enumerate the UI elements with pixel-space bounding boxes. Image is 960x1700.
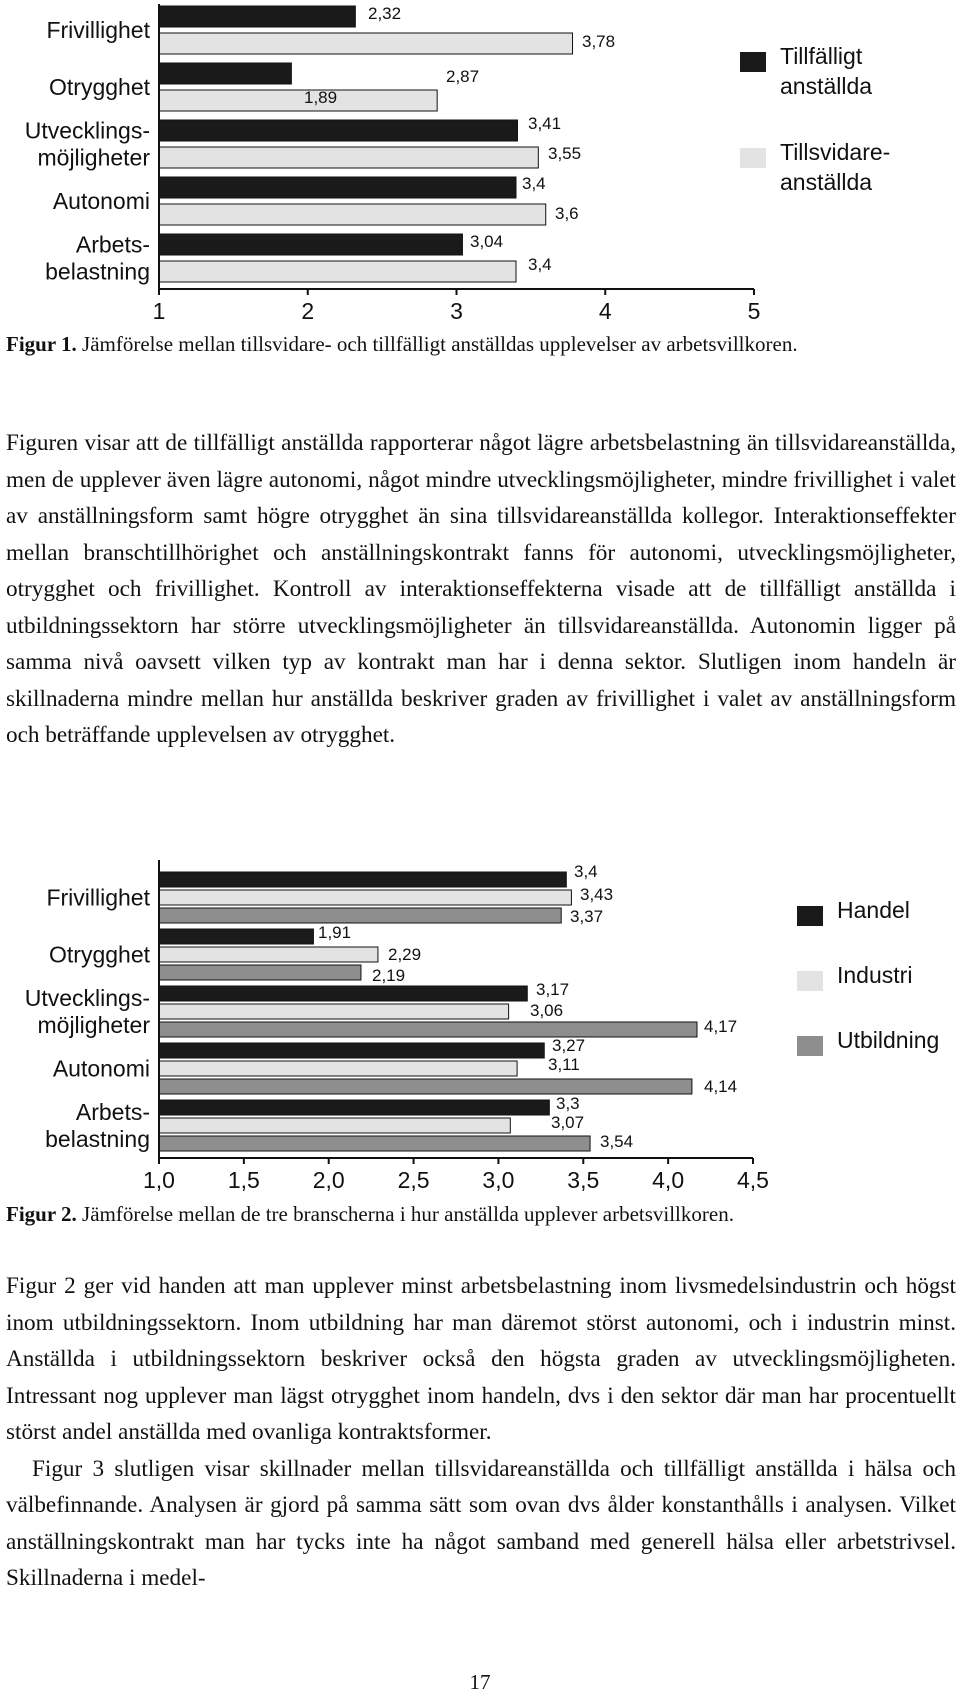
data-label: 3,41: [528, 114, 562, 133]
bar: [159, 6, 355, 27]
x-tick-label: 5: [747, 298, 761, 320]
x-tick-label: 4: [598, 298, 612, 320]
category-label: Autonomi: [52, 188, 150, 214]
bar: [159, 1004, 509, 1019]
data-label: 2,29: [388, 945, 422, 964]
data-label: 3,04: [470, 232, 504, 251]
page-number: 17: [469, 1670, 491, 1694]
data-label: 2,32: [368, 4, 402, 23]
data-label: 4,14: [704, 1077, 738, 1096]
bar: [159, 929, 313, 944]
figure-1-caption-text: Jämförelse mellan tillsvidare- och tillfälligt anställdas upplevelser av arbetsvillkoren.: [76, 332, 798, 356]
data-label: 1,91: [318, 923, 352, 942]
bar: [159, 1118, 510, 1133]
x-tick-label: 1,0: [143, 1167, 175, 1193]
paragraph-3-text: Figur 3 slutligen visar skillnader mellan tillsvidareanställda och tillfälligt anställda i hälsa och välbefinnande. Analysen är gjord på samma sätt som ovan dvs ålder konstanthålls i analysen. Vilket anställningskontrakt man har tycks inte ha något samband med generell hälsa eller arbetstrivsel. Skillnaderna i medel-: [6, 1455, 956, 1591]
body-paragraphs-2-3: [6, 1268, 956, 1597]
x-tick-label: 3,5: [567, 1167, 600, 1193]
data-label: 3,4: [522, 174, 546, 193]
bar: [159, 147, 538, 168]
x-tick-label: 3,0: [482, 1167, 515, 1193]
figure-2-caption-text: Jämförelse mellan de tre branscherna i hur anställda upplever arbetsvillkoren.: [76, 1202, 734, 1226]
bar: [159, 63, 291, 84]
x-tick-label: 4,5: [737, 1167, 769, 1193]
legend-swatch: [740, 52, 766, 72]
x-tick-label: 3: [450, 298, 463, 320]
legend-label: anställda: [780, 73, 873, 99]
category-label: möjligheter: [37, 1012, 150, 1038]
data-label: 3,54: [600, 1132, 634, 1151]
category-label: Otrygghet: [49, 941, 150, 968]
bar: [159, 1061, 517, 1076]
data-label: 3,07: [551, 1113, 585, 1132]
paragraph-2-text: Figur 2 ger vid handen att man upplever minst arbetsbelastning inom livsmedelsindustrin och högst inom utbildningssektorn. Inom utbildning har man däremot störst autonomi, och i industrin minst. Anställda i utbildningssektorn beskriver också den högsta graden av utvecklingsmöjligheten. Intressant nog upplever man lägst otrygghet inom handeln, dvs i den sektor där man har procentuellt störst andel anställda med ovanliga kontraktsformer.: [6, 1273, 956, 1445]
bar: [159, 261, 516, 282]
figure-2-chart: [0, 860, 960, 1195]
legend-swatch: [797, 971, 823, 991]
legend-label: anställda: [780, 169, 873, 195]
data-label: 3,55: [548, 144, 582, 163]
x-tick-label: 4,0: [652, 1167, 685, 1193]
bar: [159, 1043, 544, 1058]
category-label: Arbets-: [75, 231, 150, 258]
figure-1-caption: [6, 330, 906, 358]
bar: [159, 234, 462, 255]
category-label: Otrygghet: [49, 74, 150, 100]
data-label: 4,17: [704, 1017, 738, 1036]
category-label: Autonomi: [52, 1055, 150, 1082]
data-label: 3,3: [556, 1094, 580, 1113]
bar: [159, 177, 516, 198]
data-label: 3,4: [574, 862, 598, 881]
legend-label: Tillsvidare-: [780, 139, 891, 165]
data-label: 3,6: [555, 204, 579, 223]
bar: [159, 908, 561, 923]
legend-swatch: [797, 1036, 823, 1056]
data-label: 3,17: [536, 980, 570, 999]
bar: [159, 204, 546, 225]
category-label: Utvecklings-: [24, 117, 150, 144]
category-label: Arbets-: [75, 1099, 150, 1125]
data-label: 3,78: [582, 32, 616, 51]
body-paragraph-1: [6, 425, 956, 754]
data-label: 2,19: [372, 966, 406, 985]
data-label: 3,27: [552, 1036, 586, 1055]
bar: [159, 90, 437, 111]
figure-2-caption: [6, 1200, 906, 1228]
data-label: 3,11: [548, 1055, 580, 1074]
x-tick-label: 1: [152, 298, 166, 320]
legend-swatch: [797, 906, 823, 926]
data-label: 3,4: [528, 255, 552, 274]
legend-label: Utbildning: [837, 1027, 940, 1053]
figure-1-caption-label: Figur 1.: [6, 332, 77, 356]
bar: [159, 33, 573, 54]
data-label: 3,06: [530, 1001, 564, 1020]
x-tick-label: 2,5: [397, 1167, 430, 1193]
category-label: möjligheter: [37, 144, 150, 171]
bar: [159, 890, 571, 905]
bar: [159, 120, 517, 141]
x-tick-label: 2: [301, 298, 315, 320]
category-label: belastning: [45, 258, 150, 285]
bar: [159, 1100, 549, 1115]
data-label: 3,43: [580, 885, 614, 904]
bar: [159, 947, 378, 962]
bar: [159, 1022, 697, 1037]
category-label: Frivillighet: [46, 884, 150, 911]
bar: [159, 1079, 692, 1094]
figure-2-caption-label: Figur 2.: [6, 1202, 77, 1226]
x-tick-label: 1,5: [227, 1167, 260, 1193]
data-label: 2,87: [446, 67, 480, 86]
category-label: Frivillighet: [46, 17, 150, 43]
figure-1-chart: [0, 0, 960, 320]
category-label: belastning: [45, 1126, 150, 1152]
legend-label: Industri: [837, 962, 913, 988]
bar: [159, 872, 566, 887]
legend-label: Handel: [837, 897, 910, 923]
category-label: Utvecklings-: [24, 985, 150, 1011]
legend-swatch: [740, 148, 766, 168]
bar: [159, 965, 361, 980]
legend-label: Tillfälligt: [780, 43, 863, 69]
data-label: 3,37: [570, 907, 604, 926]
x-tick-label: 2,0: [312, 1167, 345, 1193]
bar: [159, 986, 527, 1001]
bar: [159, 1136, 590, 1151]
paragraph-1-text: Figuren visar att de tillfälligt anställda rapporterar något lägre arbetsbelastning än tillsvidareanställda, men de upplever även lägre autonomi, något mindre utvecklingsmöjligheter, mindre frivillighet i valet av anställningsform samt högre otrygghet än sina tillsvidareanställda kollegor. Interaktionseffekter mellan branschtillhörighet och anställningskontrakt fanns för autonomi, utvecklingsmöjligheter, otrygghet och frivillighet. Kontroll av interaktionseffekterna visade att de tillfälligt anställda i utbildningssektorn har större utvecklingsmöjligheter än tillsvidareanställda. Autonomin ligger på samma nivå oavsett vilken typ av kontrakt man har i denna sektor. Slutligen inom handeln är skillnaderna mindre mellan hur anställda beskriver graden av frivillighet i valet av anställningsform och beträffande upplevelsen av otrygghet.: [6, 430, 956, 748]
data-label: 1,89: [304, 88, 338, 107]
